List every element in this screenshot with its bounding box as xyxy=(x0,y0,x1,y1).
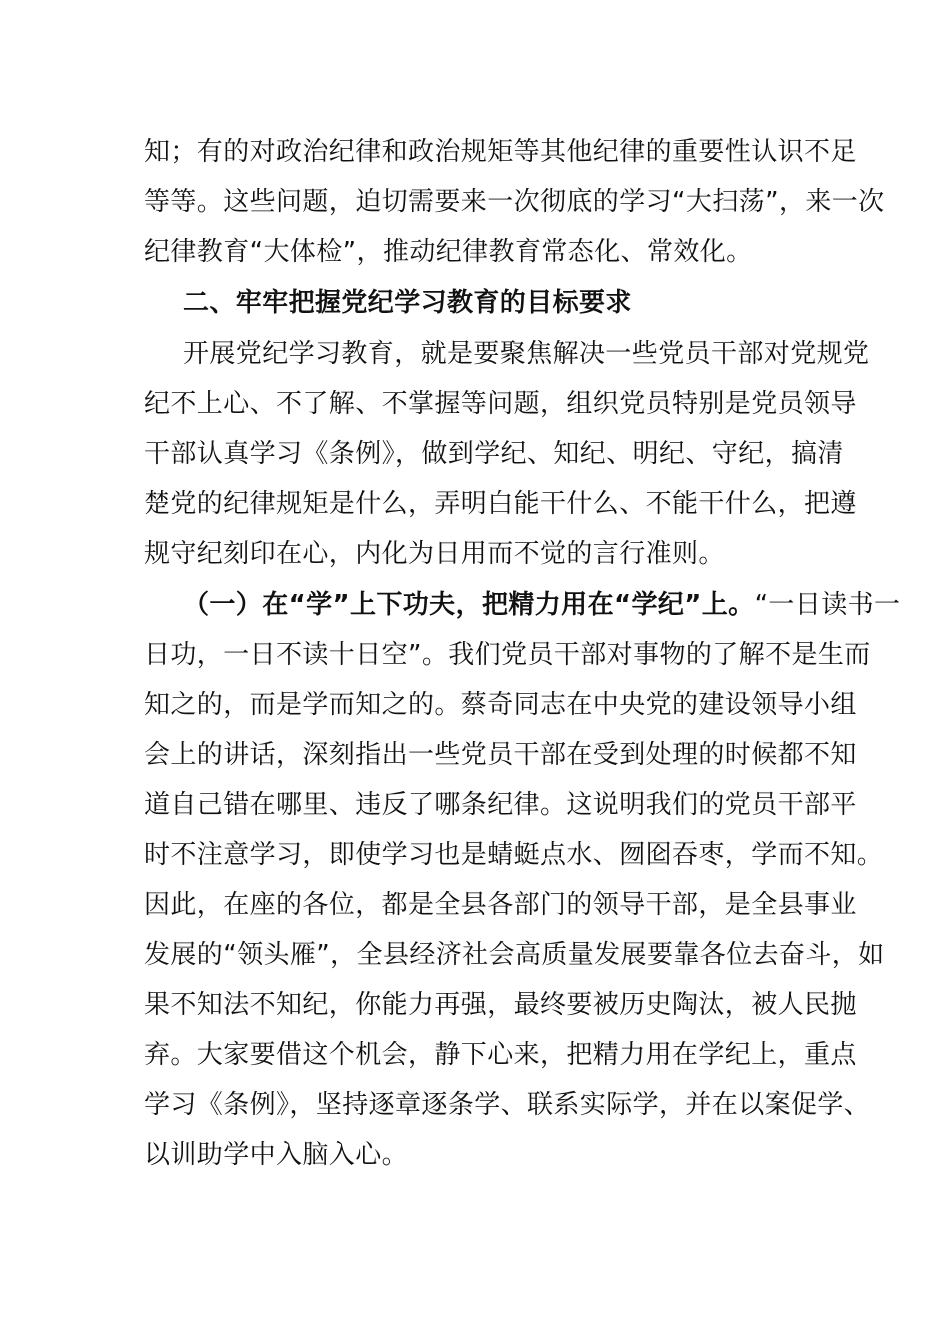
subsection-heading: （一）在“学”上下功夫，把精力用在“学纪”上。 xyxy=(183,590,755,620)
subsection-line xyxy=(183,588,901,622)
body-line: 纪不上心、不了解、不掌握等问题，组织党员特别是党员领导 xyxy=(144,389,857,419)
body-line: 规守纪刻印在心，内化为日用而不觉的言行准则。 xyxy=(144,539,725,569)
body-line: 楚党的纪律规矩是什么，弄明白能干什么、不能干什么，把遵 xyxy=(144,489,857,519)
body-line: 因此，在座的各位，都是全县各部门的领导干部，是全县事业 xyxy=(144,890,857,920)
section-heading: 二、牢牢把握党纪学习教育的目标要求 xyxy=(183,288,632,318)
body-line: 弃。大家要借这个机会，静下心来，把精力用在学纪上，重点 xyxy=(144,1040,857,1070)
body-line: 知之的，而是学而知之的。蔡奇同志在中央党的建设领导小组 xyxy=(144,690,857,720)
body-line: 发展的“领头雁”，全县经济社会高质量发展要靠各位去奋斗，如 xyxy=(144,940,885,970)
body-line: 纪律教育“大体检”，推动纪律教育常态化、常效化。 xyxy=(144,237,753,267)
body-line: 果不知法不知纪，你能力再强，最终要被历史陶汰，被人民抛 xyxy=(144,990,857,1020)
body-line: 时不注意学习，即使学习也是蜻蜓点水、囫囵吞枣，学而不知。 xyxy=(144,840,884,870)
body-line: 道自己错在哪里、违反了哪条纪律。这说明我们的党员干部平 xyxy=(144,790,857,820)
body-line: 以训助学中入脑入心。 xyxy=(144,1140,409,1170)
body-line: 等等。这些问题，迫切需要来一次彻底的学习“大扫荡”，来一次 xyxy=(144,187,885,217)
body-line: 学习《条例》，坚持逐章逐条学、联系实际学，并在以案促学、 xyxy=(144,1090,871,1120)
body-line: 开展党纪学习教育，就是要聚焦解决一些党员干部对党规党 xyxy=(183,339,870,369)
body-line: 知；有的对政治纪律和政治规矩等其他纪律的重要性认识不足 xyxy=(144,137,857,167)
body-line: 会上的讲话，深刻指出一些党员干部在受到处理的时候都不知 xyxy=(144,740,857,770)
body-line: 日功，一日不读十日空”。我们党员干部对事物的了解不是生而 xyxy=(144,640,871,670)
body-line: 干部认真学习《条例》，做到学纪、知纪、明纪、守纪，搞清 xyxy=(144,439,844,469)
subsection-continuation: “一日读书一 xyxy=(754,590,901,620)
